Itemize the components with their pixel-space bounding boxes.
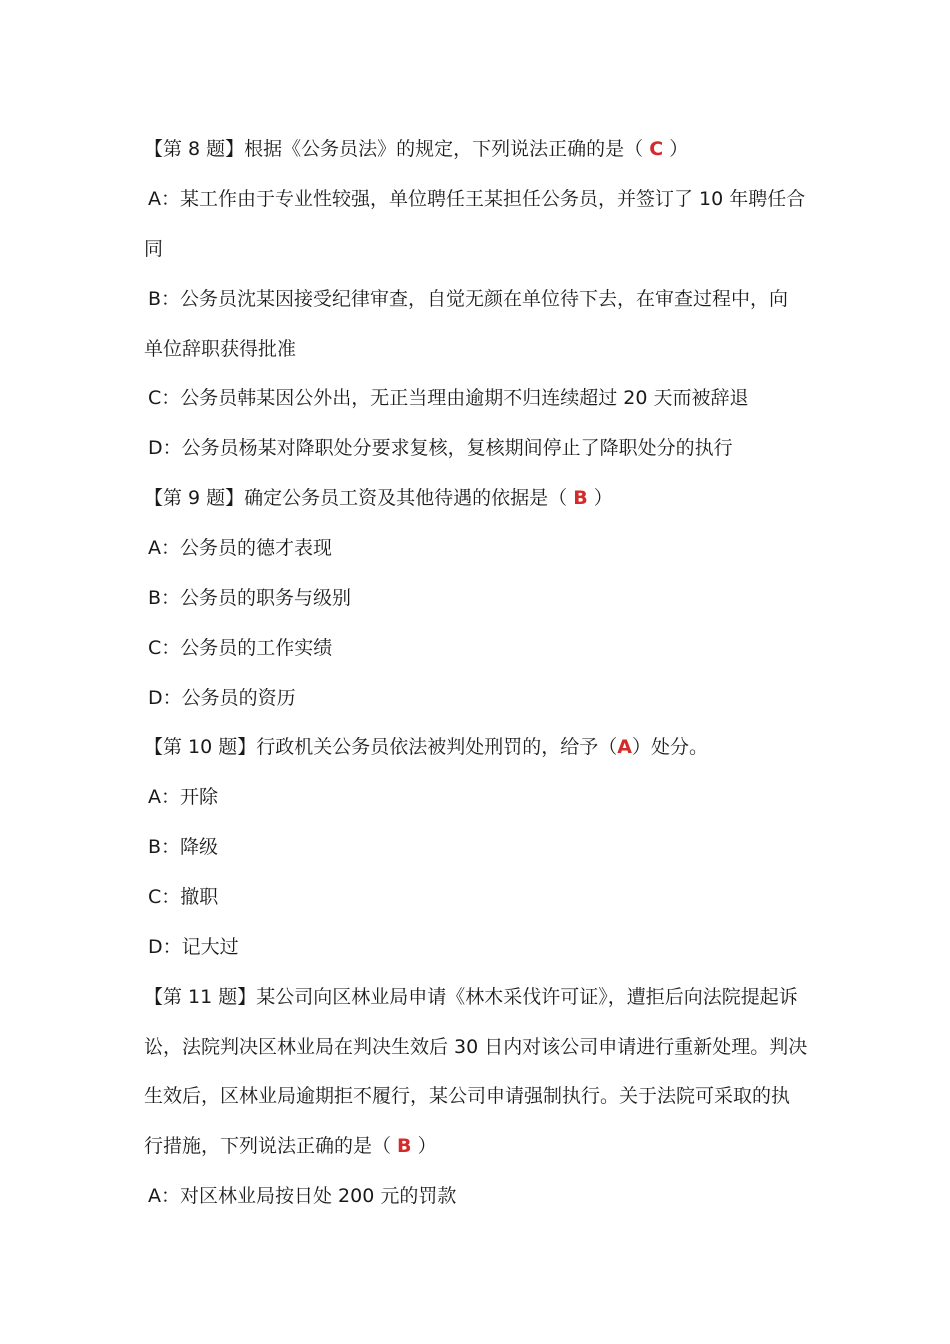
question-10-stem xyxy=(144,735,824,759)
question-10-text: 【第 10 题】行政机关公务员依法被判处刑罚的，给予（ xyxy=(144,736,618,758)
question-11-stem-line-4 xyxy=(144,1134,824,1158)
question-9-text-end: ） xyxy=(587,487,613,509)
question-8-option-b: B：公务员沈某因接受纪律审查，自觉无颜在单位待下去，在审查过程中，向 xyxy=(148,288,789,310)
question-11-answer: B xyxy=(397,1135,412,1157)
question-11-stem-line-1: 【第 11 题】某公司向区林业局申请《林木采伐许可证》，遭拒后向法院提起诉 xyxy=(144,986,798,1008)
question-8-option-b-cont: 单位辞职获得批准 xyxy=(144,338,297,360)
question-8-text-end: ） xyxy=(663,138,689,160)
question-10-answer: A xyxy=(617,736,632,758)
question-11-text: 行措施，下列说法正确的是（ xyxy=(144,1135,398,1157)
question-10-option-b: B：降级 xyxy=(148,836,219,858)
question-10-option-d: D：记大过 xyxy=(148,936,239,958)
question-8-option-a-cont: 同 xyxy=(144,238,164,260)
question-8-option-c: C：公务员韩某因公外出，无正当理由逾期不归连续超过 20 天而被辞退 xyxy=(148,387,749,409)
question-10-option-a: A：开除 xyxy=(148,786,218,808)
question-11-option-a: A：对区林业局按日处 200 元的罚款 xyxy=(148,1185,457,1207)
question-9-option-c: C：公务员的工作实绩 xyxy=(148,637,333,659)
question-11-text-end: ） xyxy=(411,1135,437,1157)
question-10-option-c: C：撤职 xyxy=(148,886,219,908)
question-9-option-d: D：公务员的资历 xyxy=(148,687,296,709)
question-11-stem-line-3: 生效后，区林业局逾期拒不履行，某公司申请强制执行。关于法院可采取的执 xyxy=(144,1085,791,1107)
question-10-text-end: ）处分。 xyxy=(631,736,708,758)
question-8-text: 【第 8 题】根据《公务员法》的规定，下列说法正确的是（ xyxy=(144,138,650,160)
question-8-option-a: A：某工作由于专业性较强，单位聘任王某担任公务员，并签订了 10 年聘任合 xyxy=(148,188,806,210)
question-9-answer: B xyxy=(573,487,588,509)
question-8-answer: C xyxy=(649,138,664,160)
question-9-option-b: B：公务员的职务与级别 xyxy=(148,587,352,609)
question-9-option-a: A：公务员的德才表现 xyxy=(148,537,332,559)
question-9-stem xyxy=(144,486,824,510)
question-9-text: 【第 9 题】确定公务员工资及其他待遇的依据是（ xyxy=(144,487,574,509)
question-8-option-d: D：公务员杨某对降职处分要求复核，复核期间停止了降职处分的执行 xyxy=(148,437,733,459)
question-8-stem xyxy=(144,137,824,161)
question-11-stem-line-2: 讼，法院判决区林业局在判决生效后 30 日内对该公司申请进行重新处理。判决 xyxy=(144,1036,808,1058)
